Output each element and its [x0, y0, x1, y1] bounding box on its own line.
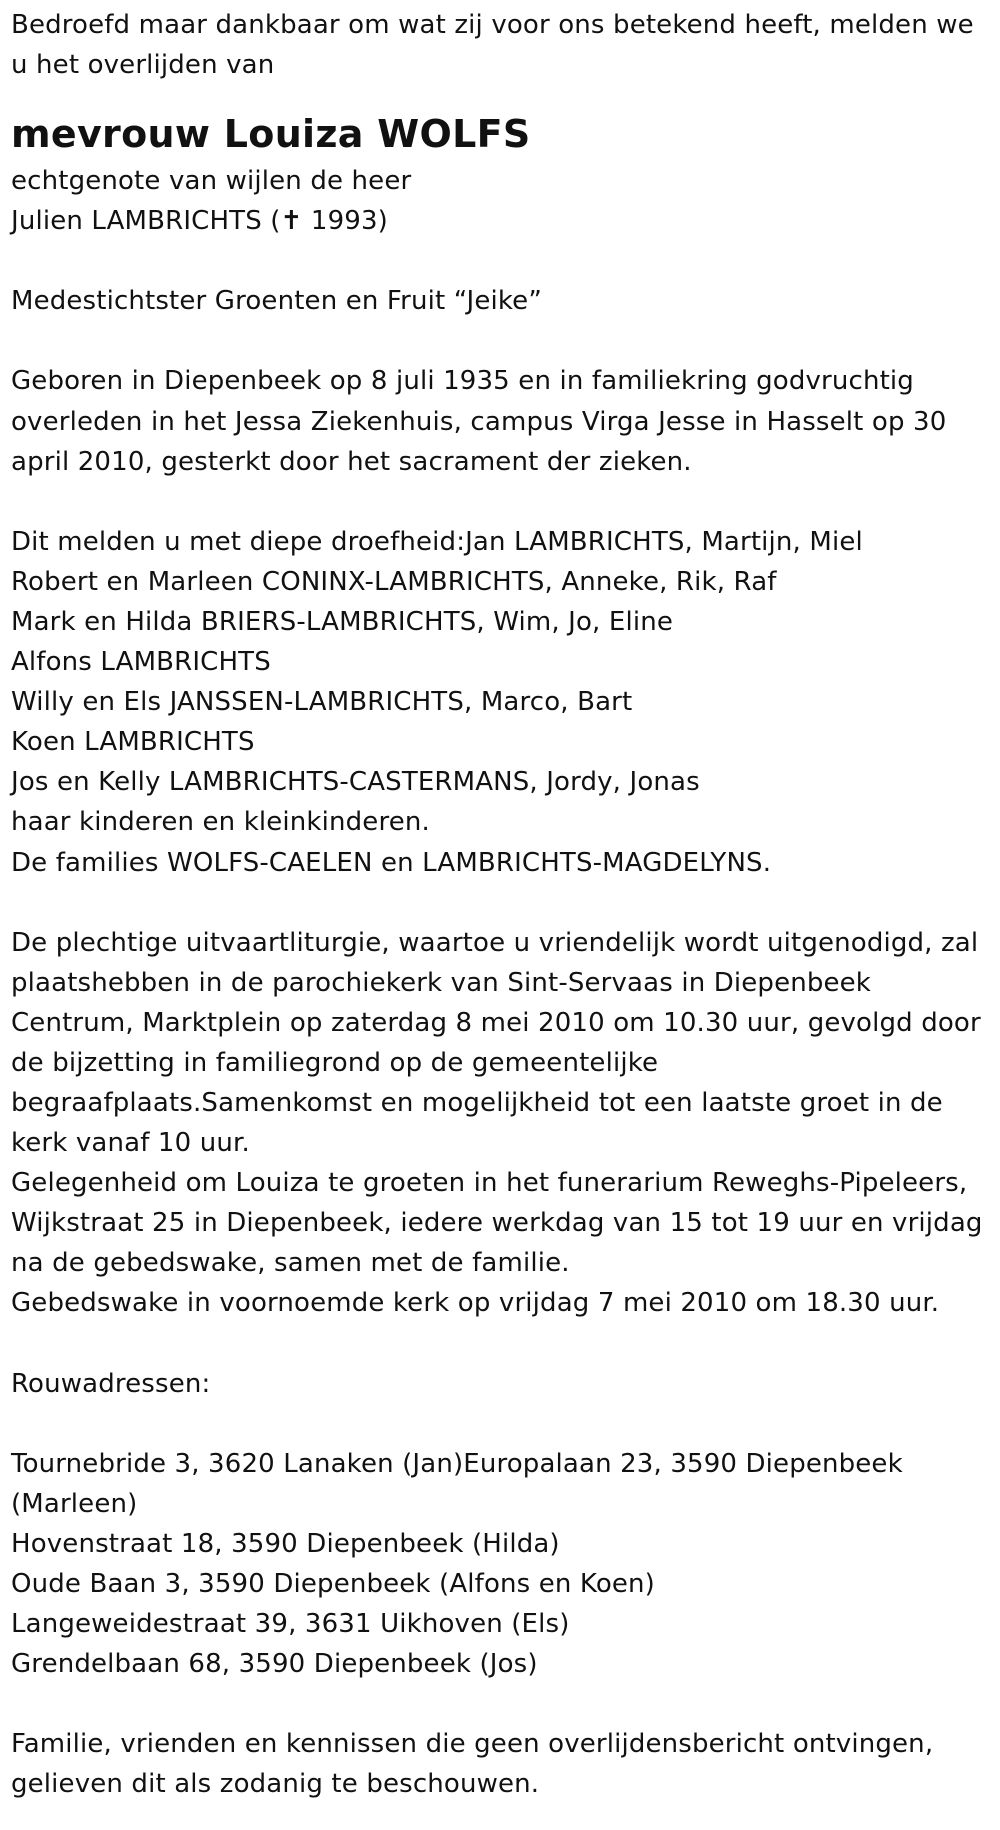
addresses-heading: Rouwadressen: — [11, 1368, 211, 1399]
spacer — [11, 1684, 1000, 1724]
address-line: Oude Baan 3, 3590 Diepenbeek (Alfons en Koen) — [11, 1568, 655, 1599]
closing-line: gelieven dit als zodanig te beschouwen. — [11, 1769, 540, 1800]
spacer — [11, 1324, 1000, 1364]
addresses-heading-paragraph — [11, 1364, 1000, 1404]
birth-death-line: overleden in het Jessa Ziekenhuis, campus Virga Jesse in Hasselt op 30 — [11, 406, 947, 437]
birth-death-paragraph — [11, 361, 1000, 481]
funeral-line: De plechtige uitvaartliturgie, waartoe u vriendelijk wordt uitgenodigd, zal — [11, 927, 979, 958]
funeral-line: plaatshebben in de parochiekerk van Sint-Servaas in Diepenbeek — [11, 967, 872, 998]
addresses-paragraph — [11, 1444, 1000, 1685]
funeral-paragraph — [11, 923, 1000, 1324]
birth-death-line: april 2010, gesterkt door het sacrament der zieken. — [11, 446, 692, 477]
spacer — [11, 1404, 1000, 1444]
intro-paragraph — [11, 0, 1000, 85]
address-line: Hovenstraat 18, 3590 Diepenbeek (Hilda) — [11, 1528, 560, 1559]
address-line: Langeweidestraat 39, 3631 Uikhoven (Els) — [11, 1609, 570, 1639]
family-line: Dit melden u met diepe droefheid:Jan LAMBRICHTS, Martijn, Miel — [11, 526, 863, 557]
family-line: haar kinderen en kleinkinderen. — [11, 807, 430, 838]
funeral-line: Gelegenheid om Louiza te groeten in het funerarium Reweghs-Pipeleers, — [11, 1168, 968, 1199]
spacer — [11, 482, 1000, 522]
spouse-paragraph — [11, 161, 1000, 241]
family-line: De families WOLFS-CAELEN en LAMBRICHTS-MAGDELYNS. — [11, 847, 772, 878]
family-line: Alfons LAMBRICHTS — [11, 647, 271, 678]
family-line: Jos en Kelly LAMBRICHTS-CASTERMANS, Jordy, Jonas — [11, 767, 700, 798]
spacer — [11, 883, 1000, 923]
family-line: Mark en Hilda BRIERS-LAMBRICHTS, Wim, Jo, Eline — [11, 606, 673, 637]
funeral-line: Gebedswake in voornoemde kerk op vrijdag 7 mei 2010 om 18.30 uur. — [11, 1288, 940, 1319]
role-paragraph — [11, 281, 1000, 321]
closing-paragraph — [11, 1724, 1000, 1804]
funeral-line: kerk vanaf 10 uur. — [11, 1128, 250, 1159]
family-line: Willy en Els JANSSEN-LAMBRICHTS, Marco, Bart — [11, 687, 633, 718]
birth-death-line: Geboren in Diepenbeek op 8 juli 1935 en in familiekring godvruchtig — [11, 366, 914, 397]
funeral-line: na de gebedswake, samen met de familie. — [11, 1248, 570, 1279]
address-line: (Marleen) — [11, 1488, 138, 1519]
intro-line: Bedroefd maar dankbaar om wat zij voor ons betekend heeft, melden we — [11, 10, 974, 40]
closing-line: Familie, vrienden en kennissen die geen overlijdensbericht ontvingen, — [11, 1729, 934, 1760]
spacer — [11, 321, 1000, 361]
funeral-line: Wijkstraat 25 in Diepenbeek, iedere werkdag van 15 tot 19 uur en vrijdag — [11, 1208, 983, 1239]
funeral-line: Centrum, Marktplein op zaterdag 8 mei 2010 om 10.30 uur, gevolgd door — [11, 1007, 981, 1038]
spacer — [11, 241, 1000, 281]
funeral-line: de bijzetting in familiegrond op de gemeentelijke — [11, 1047, 659, 1078]
family-paragraph — [11, 522, 1000, 883]
family-line: Robert en Marleen CONINX-LAMBRICHTS, Anneke, Rik, Raf — [11, 566, 777, 597]
spouse-line: Julien LAMBRICHTS (✝ 1993) — [11, 206, 388, 237]
spouse-line: echtgenote van wijlen de heer — [11, 166, 412, 197]
family-line: Koen LAMBRICHTS — [11, 727, 255, 758]
role-line: Medestichtster Groenten en Fruit “Jeike” — [11, 286, 542, 317]
address-line: Grendelbaan 68, 3590 Diepenbeek (Jos) — [11, 1649, 538, 1680]
funeral-line: begraafplaats.Samenkomst en mogelijkheid tot een laatste groet in de — [11, 1087, 943, 1118]
deceased-name: mevrouw Louiza WOLFS — [11, 112, 531, 157]
address-line: Tournebride 3, 3620 Lanaken (Jan)Europalaan 23, 3590 Diepenbeek — [11, 1448, 903, 1479]
intro-line: u het overlijden van — [11, 50, 275, 81]
